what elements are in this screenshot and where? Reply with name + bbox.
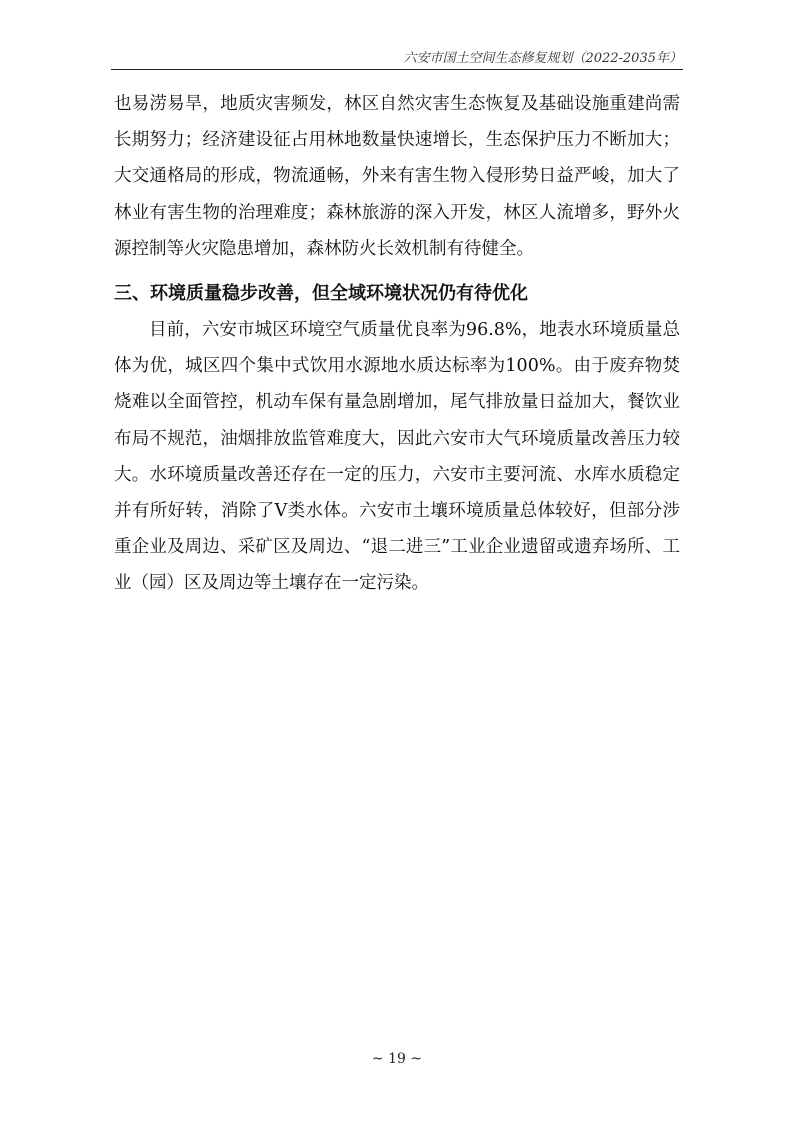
page-number: ~ 19 ~	[371, 1051, 423, 1067]
section-heading: 三、环境质量稳步改善，但全域环境状况仍有待优化	[114, 283, 528, 304]
running-header: 六安市国土空间生态修复规划（2022-2035年）	[403, 51, 682, 66]
section-paragraph: 目前，六安市城区环境空气质量优良率为96.8%，地表水环境质量总体为优，城区四个集中式饮用水源地水质达标率为100%。由于废弃物焚烧难以全面管控，机动车保有量急剧增加，尾气排放量日益加大，餐饮业布局不规范，油烟排放监管难度大，因此六安市大气环境质量改善压力较大。水环境质量改善还存在一定的压力，六安市主要河流、水库水质稳定并有所好转，消除了V类水体。六安市土壤环境质量总体较好，但部分涉重企业及周边、采矿区及周边、“退二进三”工业企业遗留或遗弃场所、工业（园）区及周边等土壤存在一定污染。	[114, 320, 680, 594]
continuation-paragraph: 也易涝易旱，地质灾害频发，林区自然灾害生态恢复及基础设施重建尚需长期努力；经济建设征占用林地数量快速增长，生态保护压力不断加大；大交通格局的形成，物流通畅，外来有害生物入侵形势日益严峻，加大了林业有害生物的治理难度；森林旅游的深入开发，林区人流增多，野外火源控制等火灾隐患增加，森林防火长效机制有待健全。	[114, 94, 680, 259]
header-divider	[111, 69, 683, 70]
